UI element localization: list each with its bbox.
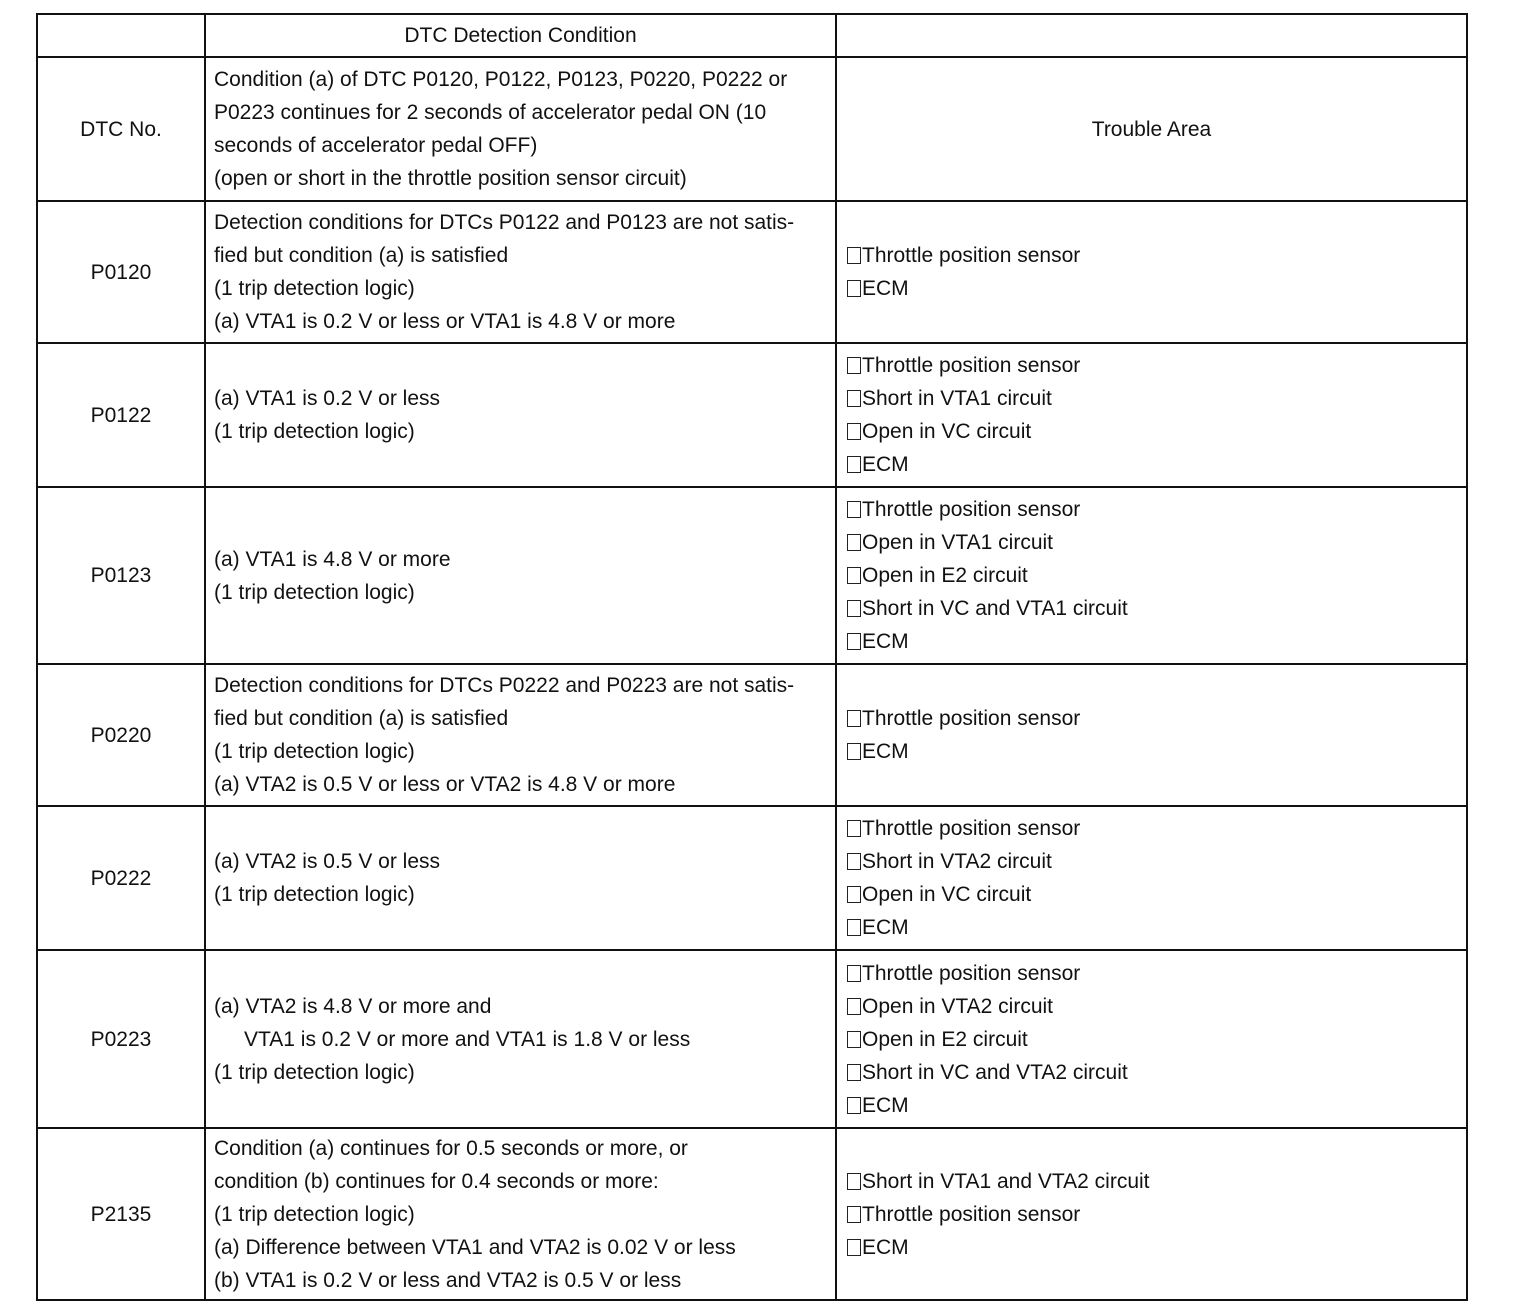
list-item: Short in VC and VTA1 circuit xyxy=(847,592,1456,625)
subheader-row xyxy=(37,57,1467,201)
condition-line: (a) VTA1 is 0.2 V or less or VTA1 is 4.8 V or more xyxy=(214,310,676,333)
checkbox-square-icon xyxy=(847,633,861,650)
header-trouble-area: Trouble Area xyxy=(836,57,1467,201)
trouble-area xyxy=(836,950,1467,1128)
condition-line: fied but condition (a) is satisfied xyxy=(214,707,509,730)
table-row xyxy=(37,201,1467,343)
list-item: Short in VTA2 circuit xyxy=(847,845,1456,878)
checkbox-square-icon xyxy=(847,965,861,982)
detection-condition xyxy=(205,1128,836,1300)
condition-line: Condition (a) continues for 0.5 seconds or more, or xyxy=(214,1136,688,1160)
checkbox-square-icon xyxy=(847,390,861,407)
table-row xyxy=(37,806,1467,950)
trouble-area xyxy=(836,487,1467,664)
checkbox-square-icon xyxy=(847,1031,861,1048)
list-item: Throttle position sensor xyxy=(847,702,1456,735)
detection-condition xyxy=(205,487,836,664)
list-item: Short in VTA1 circuit xyxy=(847,382,1456,415)
detection-condition xyxy=(205,806,836,950)
condition-line: condition (b) continues for 0.4 seconds or more: xyxy=(214,1169,659,1193)
list-item: Open in VTA2 circuit xyxy=(847,990,1456,1023)
checkbox-square-icon xyxy=(847,1064,861,1081)
checkbox-square-icon xyxy=(847,456,861,473)
dtc-code: P0120 xyxy=(37,201,205,343)
table-row xyxy=(37,1128,1467,1300)
condition-line: seconds of accelerator pedal OFF) xyxy=(214,134,538,157)
table-row xyxy=(37,664,1467,806)
checkbox-square-icon xyxy=(847,567,861,584)
list-item: ECM xyxy=(847,625,1456,658)
dtc-code: P0123 xyxy=(37,487,205,664)
dtc-code: P0220 xyxy=(37,664,205,806)
condition-line: (a) VTA2 is 4.8 V or more and xyxy=(214,994,492,1018)
dtc-code: P2135 xyxy=(37,1128,205,1300)
list-item: Throttle position sensor xyxy=(847,349,1456,382)
condition-line: Condition (a) of DTC P0120, P0122, P0123, P0220, P0222 or xyxy=(214,68,788,91)
trouble-area xyxy=(836,343,1467,487)
checkbox-square-icon xyxy=(847,1239,861,1256)
list-item: Throttle position sensor xyxy=(847,493,1456,526)
detection-condition xyxy=(205,201,836,343)
list-item: Throttle position sensor xyxy=(847,812,1456,845)
checkbox-square-icon xyxy=(847,534,861,551)
condition-line: VTA1 is 0.2 V or more and VTA1 is 1.8 V or less xyxy=(244,1027,691,1051)
checkbox-square-icon xyxy=(847,423,861,440)
list-item: Throttle position sensor xyxy=(847,957,1456,990)
list-item: Short in VTA1 and VTA2 circuit xyxy=(847,1165,1456,1198)
checkbox-square-icon xyxy=(847,1206,861,1223)
list-item: Open in VC circuit xyxy=(847,878,1456,911)
dtc-table xyxy=(36,13,1468,1301)
dtc-code: P0222 xyxy=(37,806,205,950)
header-row xyxy=(37,14,1467,57)
list-item: Throttle position sensor xyxy=(847,239,1456,272)
condition-line: (a) VTA1 is 0.2 V or less xyxy=(214,387,441,410)
list-item: Throttle position sensor xyxy=(847,1198,1456,1231)
detection-condition xyxy=(205,343,836,487)
header-detection-condition: DTC Detection Condition xyxy=(205,14,836,57)
list-item: ECM xyxy=(847,911,1456,944)
condition-line: (1 trip detection logic) xyxy=(214,277,415,300)
list-item: Open in E2 circuit xyxy=(847,1023,1456,1056)
condition-line: (1 trip detection logic) xyxy=(214,1202,415,1226)
checkbox-square-icon xyxy=(847,501,861,518)
header-condition-text xyxy=(205,57,836,201)
condition-line: (1 trip detection logic) xyxy=(214,740,415,763)
trouble-area xyxy=(836,664,1467,806)
condition-line: (a) VTA2 is 0.5 V or less xyxy=(214,850,441,873)
trouble-area xyxy=(836,1128,1467,1300)
condition-line: fied but condition (a) is satisfied xyxy=(214,244,509,267)
condition-line: (1 trip detection logic) xyxy=(214,420,415,443)
checkbox-square-icon xyxy=(847,247,861,264)
condition-line: (open or short in the throttle position sensor circuit) xyxy=(214,167,687,190)
trouble-area xyxy=(836,201,1467,343)
checkbox-square-icon xyxy=(847,357,861,374)
list-item: Open in VTA1 circuit xyxy=(847,526,1456,559)
condition-line: (1 trip detection logic) xyxy=(214,1060,415,1084)
list-item: ECM xyxy=(847,272,1456,305)
header-cell-1 xyxy=(37,14,205,57)
checkbox-square-icon xyxy=(847,1097,861,1114)
list-item: ECM xyxy=(847,448,1456,481)
dtc-code: P0223 xyxy=(37,950,205,1128)
list-item: ECM xyxy=(847,1089,1456,1122)
detection-condition xyxy=(205,950,836,1128)
condition-line: (1 trip detection logic) xyxy=(214,580,415,604)
condition-line: (a) VTA1 is 4.8 V or more xyxy=(214,547,451,571)
table-row xyxy=(37,950,1467,1128)
list-item: Open in E2 circuit xyxy=(847,559,1456,592)
header-cell-3 xyxy=(836,14,1467,57)
checkbox-square-icon xyxy=(847,919,861,936)
table-row xyxy=(37,487,1467,664)
condition-line: (1 trip detection logic) xyxy=(214,883,415,906)
condition-line: Detection conditions for DTCs P0222 and P0223 are not satis- xyxy=(214,674,795,697)
list-item: ECM xyxy=(847,1231,1456,1264)
condition-line: (a) Difference between VTA1 and VTA2 is 0.02 V or less xyxy=(214,1235,736,1259)
table-row xyxy=(37,343,1467,487)
list-item: Open in VC circuit xyxy=(847,415,1456,448)
checkbox-square-icon xyxy=(847,820,861,837)
checkbox-square-icon xyxy=(847,743,861,760)
condition-line: Detection conditions for DTCs P0122 and P0123 are not satis- xyxy=(214,211,795,234)
checkbox-square-icon xyxy=(847,710,861,727)
list-item: ECM xyxy=(847,735,1456,768)
list-item: Short in VC and VTA2 circuit xyxy=(847,1056,1456,1089)
trouble-area xyxy=(836,806,1467,950)
dtc-code: P0122 xyxy=(37,343,205,487)
checkbox-square-icon xyxy=(847,886,861,903)
checkbox-square-icon xyxy=(847,853,861,870)
checkbox-square-icon xyxy=(847,1173,861,1190)
condition-line: (a) VTA2 is 0.5 V or less or VTA2 is 4.8 V or more xyxy=(214,773,676,796)
detection-condition xyxy=(205,664,836,806)
condition-line: P0223 continues for 2 seconds of accelerator pedal ON (10 xyxy=(214,101,767,124)
condition-line: (b) VTA1 is 0.2 V or less and VTA2 is 0.5 V or less xyxy=(214,1268,682,1292)
header-dtc-no: DTC No. xyxy=(37,57,205,201)
checkbox-square-icon xyxy=(847,280,861,297)
checkbox-square-icon xyxy=(847,600,861,617)
checkbox-square-icon xyxy=(847,998,861,1015)
